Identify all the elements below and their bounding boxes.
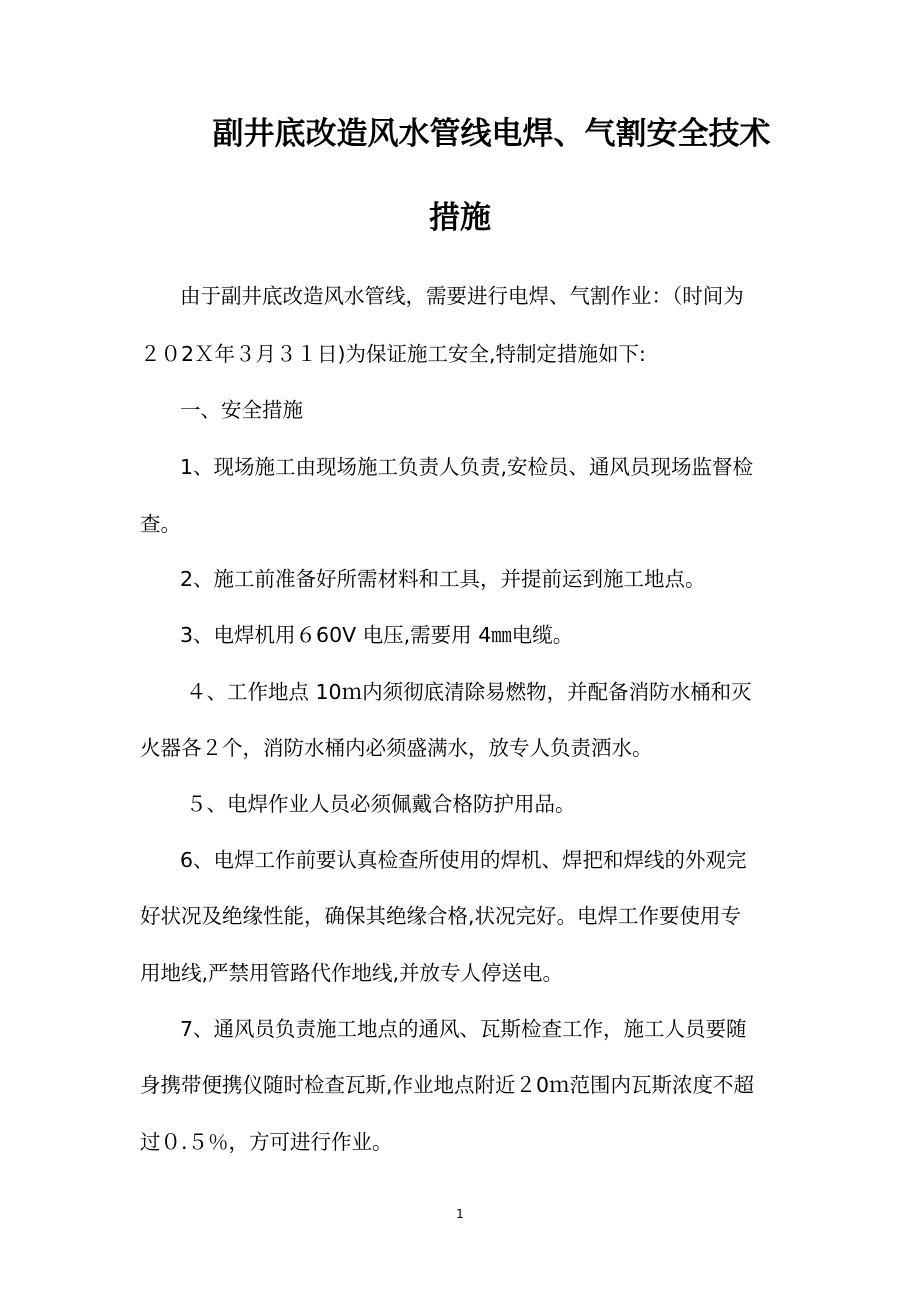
paragraph-intro-line-2: ２０2Ｘ年３月３１日)为保证施工安全,特制定措施如下: <box>140 342 646 366</box>
section-heading-safety: 一、安全措施 <box>180 398 303 422</box>
page-number: 1 <box>456 1207 464 1221</box>
item-1-line-2: 查。 <box>140 512 181 536</box>
item-2: 2、施工前准备好所需材料和工具，并提前运到施工地点。 <box>180 567 706 591</box>
item-6-line-2: 好状况及绝缘性能，确保其绝缘合格,状况完好。电焊工作要使用专 <box>140 904 742 928</box>
item-4-line-2: 火器各２个，消防水桶内必须盛满水，放专人负责洒水。 <box>140 736 653 760</box>
item-7-line-1: 7、通风员负责施工地点的通风、瓦斯检查工作，施工人员要随 <box>180 1017 747 1041</box>
item-6-line-1: 6、电焊工作前要认真检查所使用的焊机、焊把和焊线的外观完 <box>180 848 747 872</box>
item-5: ５、电焊作业人员必须佩戴合格防护用品。 <box>186 792 576 816</box>
item-7-line-2: 身携带便携仪随时检查瓦斯,作业地点附近２0ｍ范围内瓦斯浓度不超 <box>140 1073 755 1097</box>
paragraph-intro-line-1: 由于副井底改造风水管线，需要进行电焊、气割作业：（时间为 <box>180 284 744 308</box>
item-4-line-1: ４、工作地点 10ｍ内须彻底清除易燃物，并配备消防水桶和灭 <box>186 680 752 704</box>
item-1-line-1: 1、现场施工由现场施工负责人负责,安检员、通风员现场监督检 <box>180 455 754 479</box>
item-6-line-3: 用地线,严禁用管路代作地线,并放专人停送电。 <box>140 961 564 985</box>
document-title-line-2: 措施 <box>429 200 491 236</box>
item-7-line-3: 过０.５％，方可进行作业。 <box>140 1130 393 1154</box>
item-3: 3、电焊机用６60V 电压,需要用 4㎜电缆。 <box>180 623 574 647</box>
document-title-line-1: 副井底改造风水管线电焊、气割安全技术 <box>212 116 771 152</box>
